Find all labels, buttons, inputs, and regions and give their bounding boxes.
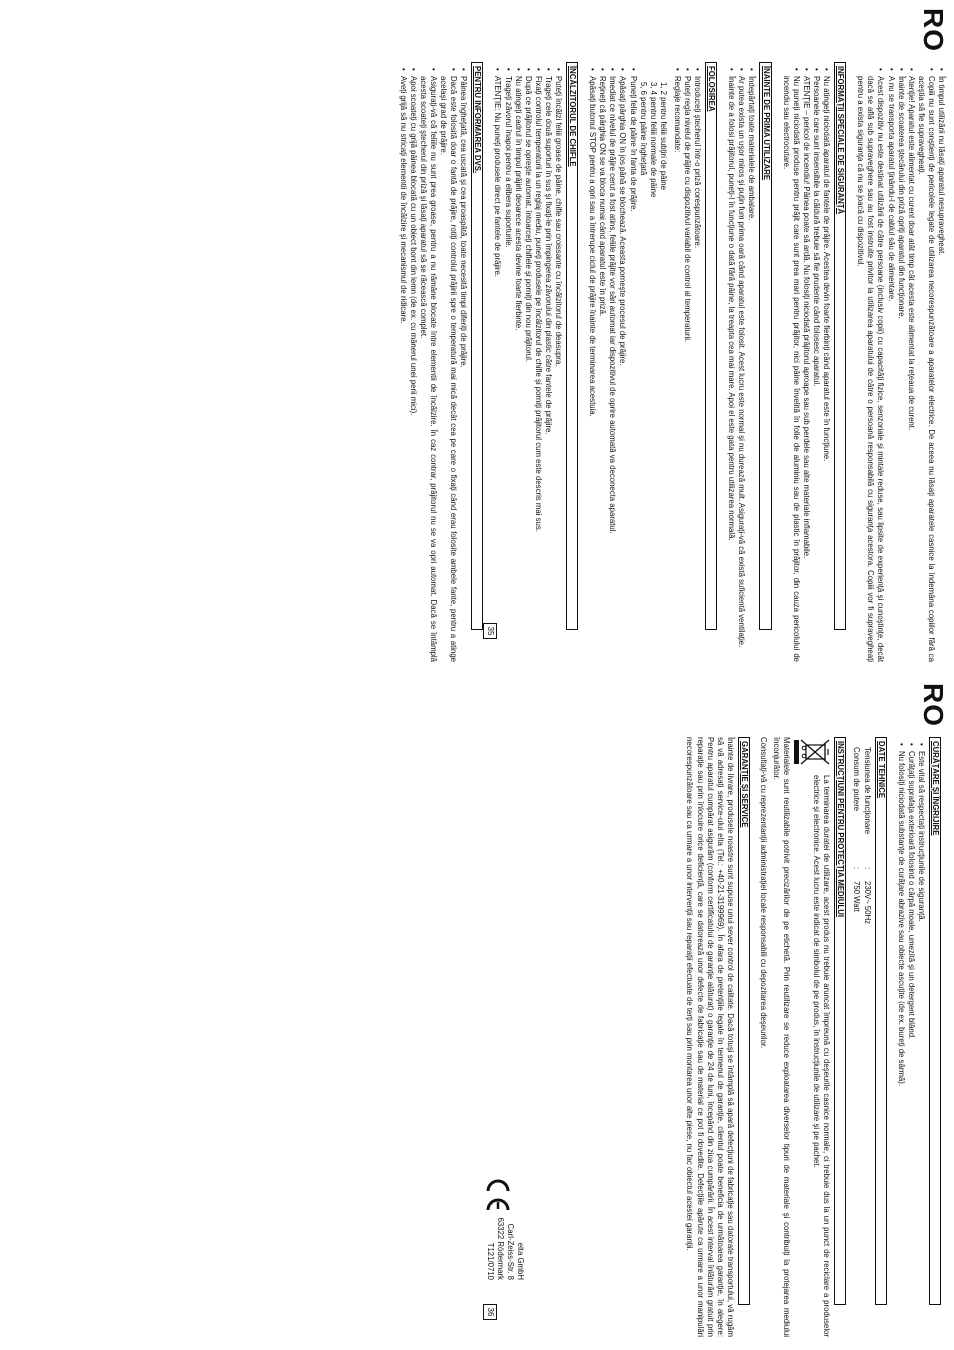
page-36-rotated	[477, 675, 954, 1350]
list-item: • Trageţi zăvorul înapoi pentru a elibera suporturile.	[502, 70, 512, 662]
section-heading-cleaning: CURĂŢARE ŞI ÎNGRIJIRE	[929, 737, 941, 1305]
page-35-content	[394, 62, 946, 662]
recommended-settings	[638, 62, 668, 662]
list-item: • După ce prăjitorul se opreşte automat, întoarceţi chiflele şi porniţi din nou prăjitorul.	[523, 70, 533, 662]
page-number: 36	[483, 1304, 497, 1320]
list-item: • Nu puneţi niciodată produse pentru prăjit care sunt prea mari pentru prăjitor, nici pâine învelită în folie de aluminiu sau de plastic în prăjitor, din cauza pericolului de incendiu sau electrocutare.	[781, 70, 801, 662]
section-heading-tech: DATE TEHNICE	[875, 737, 887, 1305]
company-line: elta GmbH	[516, 1242, 525, 1280]
tech-separator: :	[862, 867, 872, 870]
tech-value: 750 Watt	[852, 881, 862, 912]
list-item: • ATENŢIE: Nu puneţi produsele direct pe fantele de prăjire.	[492, 70, 502, 662]
list-item: • Asiguraţi-vă că feliile nu sunt prea groase, pentru a nu rămâne blocate între elementii de încălzire. În caz contrar, prăjitorul nu se va opri automat. Dacă se întâmplă acesta scoateţi ştecherul din priză şi lăsaţi aparatul să se răcească complet.	[418, 70, 438, 662]
section-heading-usage: FOLOSIREA	[705, 62, 717, 630]
list-item: • Atenţie! Aparatul este alimentat cu curent doar atât timp cât acesta este alimentat la reţeaua de curent.	[906, 70, 916, 662]
info-list	[398, 62, 469, 662]
weee-block	[795, 737, 831, 1337]
list-item: • Acest dispozitiv nu este destinat utilizării de către persoane (inclusiv copii) cu capacităţi fizice, senzoriale şi mintale reduse, sau lipsite de experienţă şi cunoştinţe, decât dacă se află sub supraveghere sau au fost instruite privitor la utilizarea aparatului de către o persoană responsabilă cu siguranţa acestora. Copiii vor fi supravegheaţi pentru a exista siguranţa că nu se joacă cu dispozitivul.	[855, 70, 885, 662]
page-number: 35	[483, 623, 497, 639]
list-item: • Apoi scoateţi cu grijă pâinea blocată cu un obiect bont din lemn (de ex. cu mânerul unei perii mici).	[408, 70, 418, 662]
section-heading-warranty: GARANŢIE ŞI SERVICE	[738, 737, 750, 1305]
company-address	[485, 1218, 525, 1280]
list-item: • Puneţi felia de pâine în fanta de prăjire.	[627, 70, 637, 662]
tech-row-voltage	[861, 747, 871, 1337]
list-item: • Apăsaţi pârghia ON în jos până se blochează. Aceasta porneşte procesul de prăjire.	[617, 70, 627, 662]
list-item: 5, 6 pentru pâine îngheţată	[638, 82, 648, 176]
tech-label: Tensiunea de funcţionare	[862, 747, 872, 835]
list-item: • Pâinea îngheţată, cea uscată şi cea proaspătă, toate necesită timpi diferiţi de prăjire.	[458, 70, 468, 662]
list-item: • Imediat ce nivelul de prăjire cerut a fost atins, feliile prăjite vor sări automat iar dispozitivul de oprire automată va deconecta aparatul.	[607, 70, 617, 662]
list-item: 1, 2 pentru feliii subţiri de pâine	[658, 82, 668, 190]
list-item: • ATENŢIE – pericol de incendiu! Pâinea poate să ardă. Nu folosiţi niciodată prăjitorul aproape sau sub perdele sau alte materiale inflamabile.	[801, 70, 811, 662]
tech-value: 230V~ 50Hz	[862, 881, 872, 925]
list-item: • Introduceţi ştecherul într-o priză corespunzătoare.	[692, 70, 702, 662]
list-item: • Curăţaţi suprafaţa exterioară folosind o cârpă moale, umezită şi un detergent blând.	[906, 745, 916, 1337]
list-item: • A nu se transporta aparatul ţinându-l de cablul său de alimentare.	[885, 70, 895, 662]
company-line: T121/0710	[486, 1242, 495, 1280]
section-heading-environment: INSTRUCŢIUNI PENTRU PROTECŢIA MEDIULUI	[834, 737, 846, 1305]
language-code: RO	[918, 8, 949, 52]
company-line: Carl-Zeiss-Str. 8	[506, 1223, 515, 1280]
section-heading-rolls: ÎNCĂLZITORUL DE CHIFLE	[566, 62, 578, 630]
list-item: • Fixaţi controlul temperaturii la un reglaj mediu, puneţi produsele pe încălzitorul de chifle şi porniţi prăjitorul cum este descris mai sus.	[533, 70, 543, 662]
section-heading-safety: INFORMAŢII SPECIALE DE SIGURANŢĂ	[834, 62, 846, 630]
list-item: 3, 4 pentru feliii normale de pâine	[648, 82, 658, 198]
intro-list	[855, 62, 946, 662]
rolls-list	[492, 62, 563, 662]
list-item: • Îndepărtaţi toate materialele de ambalare.	[746, 70, 756, 662]
list-item: • Reţineţi că pârghia ON se va bloca numai când aparatul este în priză.	[597, 70, 607, 662]
company-line: 63322 Rödermark	[496, 1217, 505, 1280]
ce-mark-icon	[485, 1175, 511, 1215]
list-item: • Puteţi încălzi feliii groase de pâine, chifle sau croissante cu încălzitorul de deasupra.	[553, 70, 563, 662]
tech-label: Consum de putere	[852, 747, 862, 812]
page-36	[477, 675, 954, 1350]
list-item: • Nu atingeţi cadrul în timpul prăjirii deoarece acesta devine foarte fierbinte.	[513, 70, 523, 662]
env-paragraph: Materialele sunt reutilizabile potrivit precizărilor de pe etichetă. Prin reutilizare se reduce exploatarea diverselor tipuri de materiale şi contribuiţi la protejarea mediului înconjurător.	[772, 737, 792, 1337]
language-code: RO	[918, 683, 949, 727]
list-item: • Dacă este folosită doar o fantă de prăjire, rotiţi controlul prăjirii spre o temperatură mai mică decât cea pe care o fixaţi când erau folosite ambele fante, pentru a atinge acelaşi grad de prăjire.	[438, 70, 458, 662]
list-item: • Apăsaţi butonul STOP pentru a opri sau a întrerupe ciclul de prăjire înainte de terminarea acestuia.	[587, 70, 597, 662]
page-36-content	[681, 737, 946, 1337]
list-item: • Este vital să respectaţi instrucţiunile de siguranţă.	[916, 745, 926, 1337]
page-35	[398, 0, 954, 675]
list-item: • Persoanele care sunt insensibile la căldură trebuie să fie prudente când folosesc aparatul.	[811, 70, 821, 662]
list-item: • Copiii nu sunt conştienţi de pericolele legate de utilizarea necorespunzătoare a aparatelor electrice. De aceea nu lăsaţi aparatele casnice la îndemâna copiilor fără ca aceştia să fie supravegheaţi.	[916, 70, 936, 662]
usage-list-b	[587, 62, 637, 662]
list-item: • Puteţi regla nivelul de prăjire cu dispozitivul variabil de control al temperaturii.	[682, 70, 692, 662]
list-item: • Trageţi cele două suporturi în sus şi fixaţi-le prin împingerea zăvorului din plastic către fantele de prăjire.	[543, 70, 553, 662]
section-heading-first-use: ÎNAINTE DE PRIMA UTILIZARE	[760, 62, 772, 630]
first-use-list	[726, 62, 756, 662]
tech-separator: :	[852, 867, 862, 870]
list-item: • Înainte de scoaterea ştecărului din priză opriţi aparatul din funcţionare.	[896, 70, 906, 662]
env-paragraph: Consultaţi-vă cu reprezentanţii administraţiei locale responsabili cu depozitarea deşeurilor.	[759, 737, 769, 1049]
list-item: • Aveţi grijă să nu stricaţi elementii de încălzire şi mecanismul de ridicare.	[398, 70, 408, 662]
list-item: • Reglaje recomandate:	[672, 70, 682, 662]
tech-row-power	[851, 747, 861, 1337]
list-item: • Înainte de a folosi prăjitorul, puneţi-l în funcţiune o dată fără pâine, la treapta cea mai mare. Apoi el este gata pentru utilizarea normală.	[726, 70, 736, 662]
crossed-bin-icon	[795, 737, 831, 767]
list-item: • În timpul utilizării nu lăsaţi aparatul nesupravegheat.	[936, 70, 946, 662]
list-item: • Nu atingeţi niciodată aparatul de fantele de prăjire. Acestea devin foarte fierbinţi când aparatul este în funcţiune.	[821, 70, 831, 662]
safety-list	[781, 62, 831, 662]
warranty-paragraph: Înainte de livrare, produsele noastre sunt supuse unui sever control de calitate. Dacă totuşi se întâmplă să apară defecţiuni de fabricaţie sau datorate transportului, vă rugăm să vă adresaţi service-ului elta (Tel.: +40-21-3199969). În afara de pretenţiile legale în termenul de garanţie, clientul poate beneficia de următoarea garanţie, în alegere: Pentru aparatul cumpărat asigurăm (conform certificatului de garanţie alăturat) o garanţie de 24 de luni, începând din ziua cumpărării. În acest interval înlăturăm gratuit prin reparaţie sau prin înlocuire orice deficienţă, care se datorează unor defecte de fabricaţie sau de material ce pot fi dovedite. Defecţiile apărute ca urmare a unor manipulări necorespunzătoare sau ca urmare a unor intervenţii sau reparaţii efectuate de terţi sau prin montarea unor alte piese, nu fac obiectul acestei garanţii.	[685, 737, 735, 1337]
usage-list-a	[672, 62, 702, 662]
section-heading-info: PENTRU INFORMAREA DVS.	[471, 62, 483, 630]
cleaning-list	[896, 737, 926, 1337]
list-item: • Ar putea exista un uşor miros şi puţin fum prima oară când aparatul este folosit. Acest lucru este normal şi nu durează mult. Asiguraţi-vă că există suficientă ventilaţie.	[736, 70, 746, 662]
list-item: • Nu folosiţi niciodată substanţe de curăţare abrazive sau obiecte ascuţite (de ex. bureţi de sârmă).	[896, 745, 906, 1337]
weee-text: La terminarea duratei de utilizare, acest produs nu trebuie aruncat împreună cu deşeurile casnice normale, ci trebuie dus la un punct de reciclare a produselor electrice şi electronice. Acest lucru este indicat de simbolul de pe produs, în instrucţiunile de utilizare şi pe pachet.	[812, 775, 832, 1337]
